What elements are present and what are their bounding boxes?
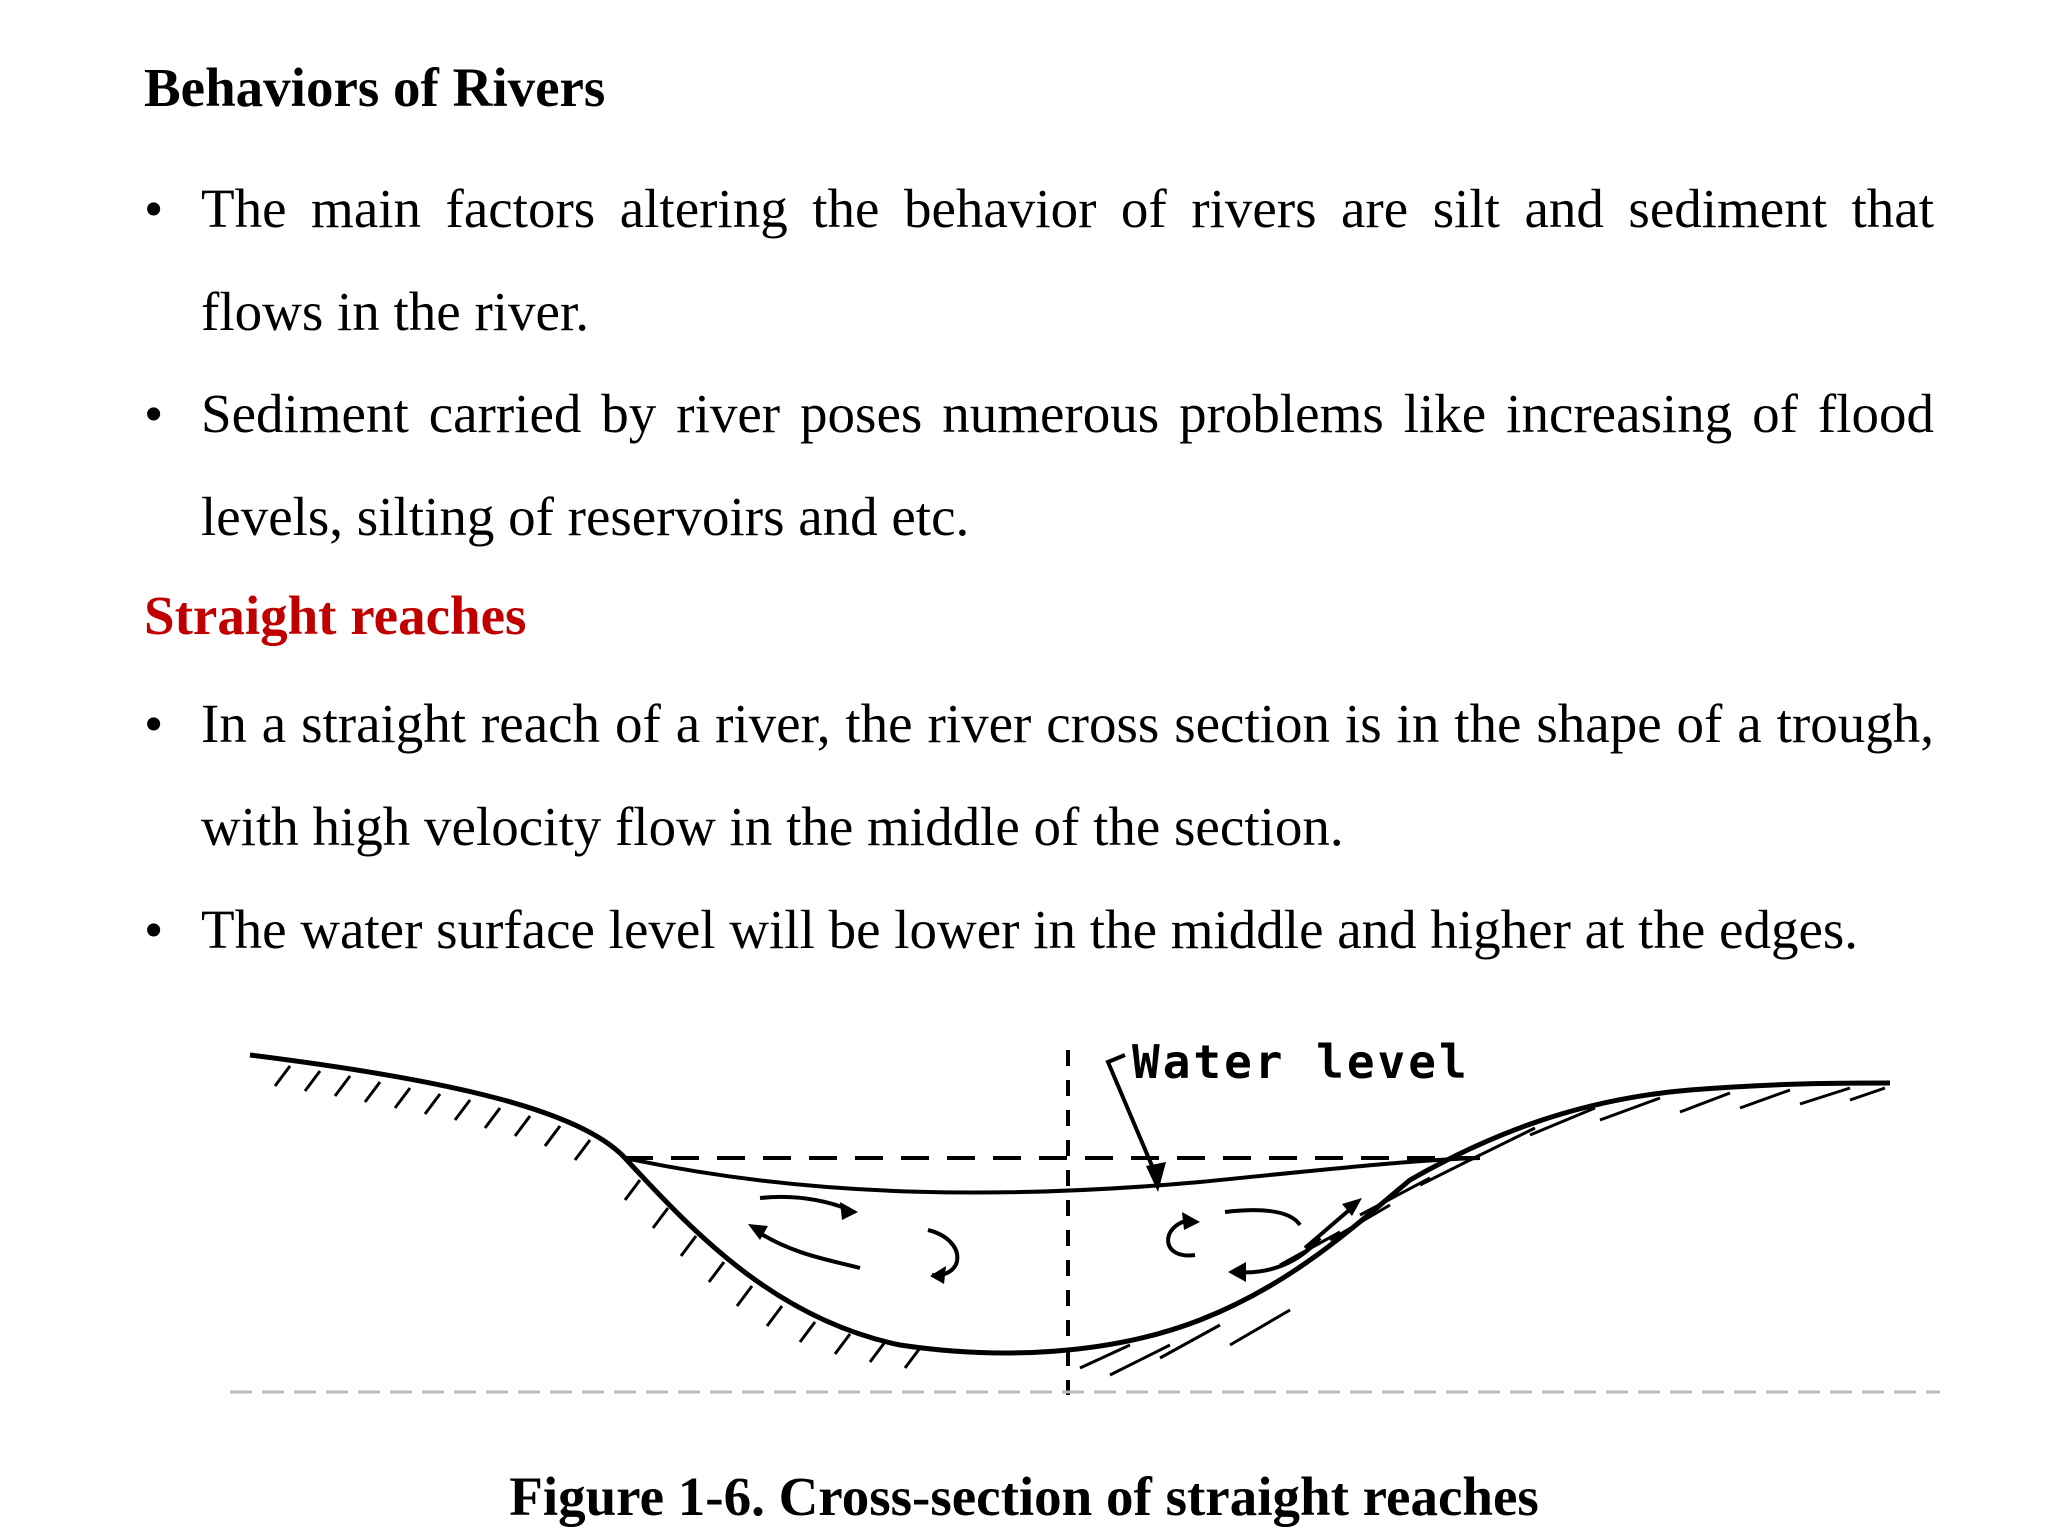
bullet-dot: • [144, 693, 164, 754]
bank-hatching [275, 1066, 1885, 1375]
water-surface-line [625, 1158, 1480, 1193]
section-title: Behaviors of Rivers [144, 57, 606, 118]
bullet-text: Sediment carried by river poses numerous problems like increasing of flood levels, silting of reservoirs and etc. [201, 383, 1934, 547]
bullet-text: The water surface level will be lower in the middle and higher at the edges. [201, 899, 1859, 960]
bullet-dot: • [144, 383, 164, 444]
water-level-label: Water level [1132, 1035, 1470, 1089]
bullet-text: In a straight reach of a river, the river cross section is in the shape of a trough, with high velocity flow in the middle of the section. [201, 693, 1934, 857]
bullet-dot: • [144, 899, 164, 960]
figure-caption: Figure 1-6. Cross-section of straight reaches [509, 1466, 1539, 1527]
left-circulation-arrows [758, 1197, 957, 1275]
subsection-title: Straight reaches [144, 585, 527, 646]
bullet-dot: • [144, 178, 164, 239]
bullet-text: The main factors altering the behavior of rivers are silt and sediment that flows in the river. [201, 178, 1934, 342]
